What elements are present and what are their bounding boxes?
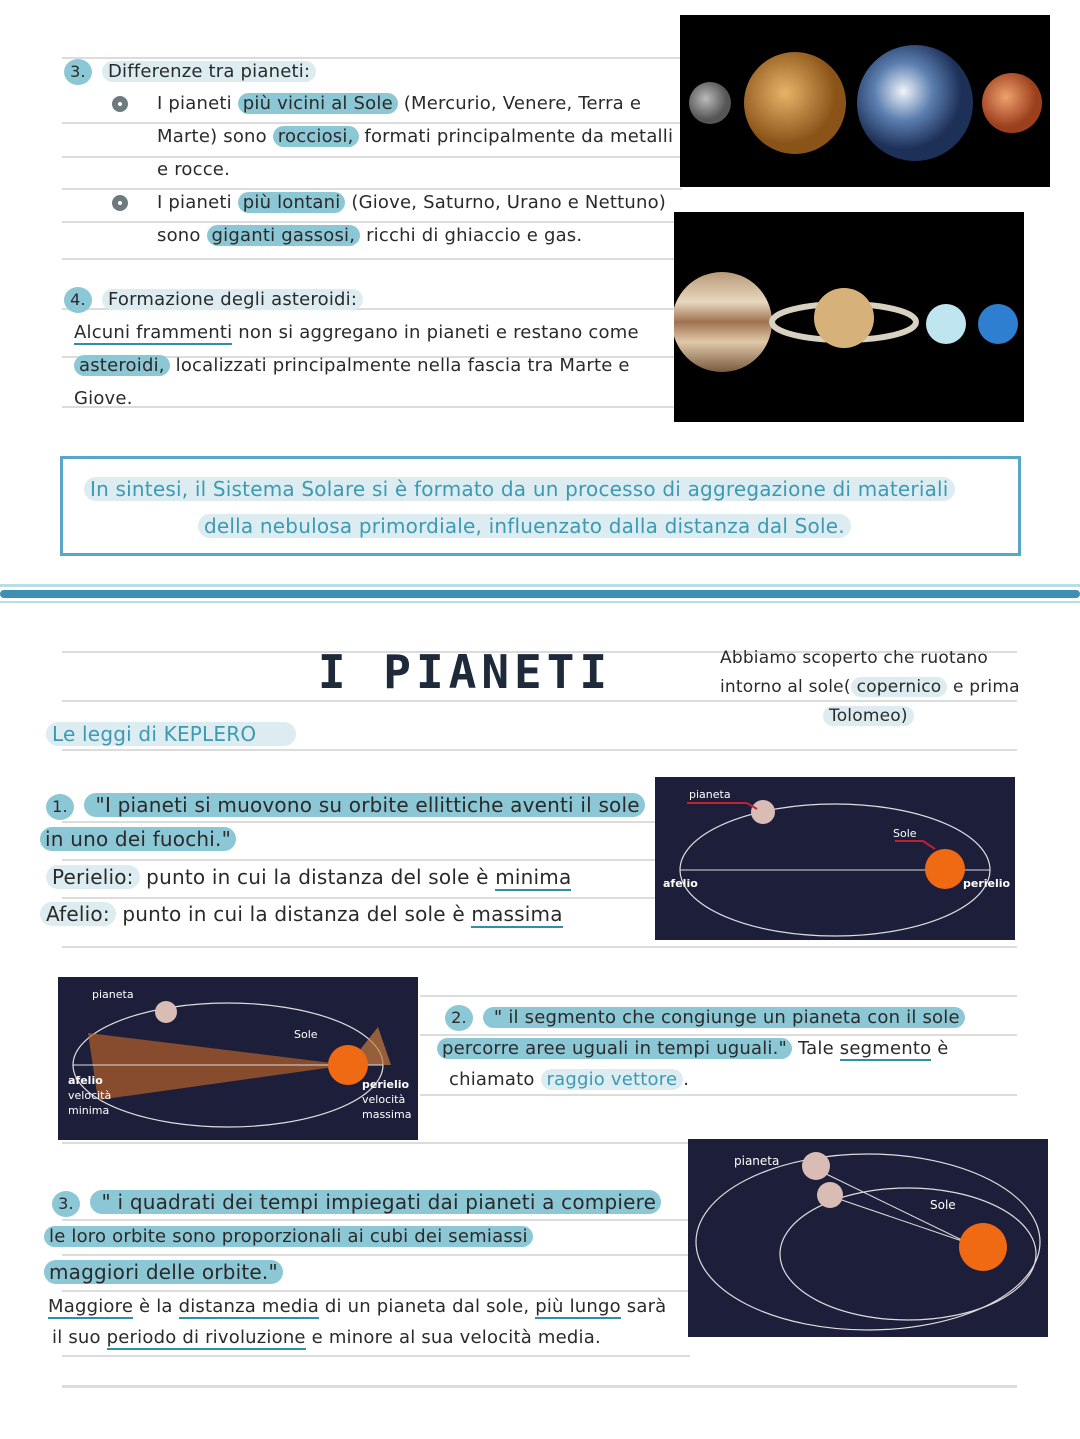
law-2-line bbox=[437, 1036, 949, 1062]
terrestrial-planets-image bbox=[680, 15, 1050, 187]
page-title: I PIANETI bbox=[317, 645, 613, 699]
text: e prima bbox=[947, 677, 1020, 697]
text: intorno al sole( bbox=[720, 677, 851, 697]
highlighted-text: più lontani bbox=[238, 192, 346, 213]
aphelion-label: afelio bbox=[68, 1074, 103, 1087]
highlighted-text: le loro orbite sono proporzionali ai cubi dei semiassi bbox=[44, 1226, 533, 1247]
orbit-diagram-image bbox=[655, 777, 1015, 940]
text: formati principalmente da metalli bbox=[358, 126, 674, 147]
text: punto in cui la distanza del sole è bbox=[115, 902, 472, 926]
neptune bbox=[978, 304, 1018, 344]
section-divider bbox=[0, 584, 1080, 587]
section-title: Formazione degli asteroidi: bbox=[102, 289, 363, 310]
side-note-line bbox=[823, 703, 914, 729]
highlighted-text: Perielio: bbox=[46, 865, 140, 889]
jupiter bbox=[674, 272, 772, 372]
mercury bbox=[689, 82, 731, 124]
aphelion-label: afelio bbox=[663, 877, 698, 890]
highlighted-text: periodo di rivoluzione bbox=[106, 1327, 306, 1348]
law-1-line bbox=[40, 901, 563, 927]
highlighted-text: Afelio: bbox=[40, 902, 116, 926]
summary-text: della nebulosa primordiale, influenzato dalla distanza dal Sole. bbox=[198, 514, 851, 538]
law-1-line bbox=[40, 826, 236, 852]
text: Marte) sono bbox=[157, 126, 273, 147]
text: . bbox=[683, 1069, 690, 1090]
highlighted-text: rocciosi, bbox=[273, 126, 359, 147]
planet-label: pianeta bbox=[734, 1154, 780, 1168]
summary-box bbox=[60, 456, 1021, 556]
text: ricchi di ghiaccio e gas. bbox=[360, 225, 583, 246]
section-number: 4. bbox=[64, 287, 92, 313]
highlighted-text: in uno dei fuochi." bbox=[40, 827, 236, 851]
text: (Mercurio, Venere, Terra e bbox=[397, 93, 642, 114]
law-3-line bbox=[44, 1224, 533, 1250]
law-2-line bbox=[449, 1067, 689, 1093]
text: localizzati principalmente nella fascia tra Marte e bbox=[169, 355, 630, 376]
highlighted-text: Maggiore bbox=[48, 1296, 134, 1317]
perihelion-label: perielio bbox=[362, 1078, 410, 1091]
summary-line bbox=[198, 513, 851, 539]
law-3-line bbox=[48, 1294, 666, 1320]
highlighted-text: "I pianeti si muovono su orbite ellittiche aventi il sole bbox=[84, 793, 645, 817]
side-note-line bbox=[720, 645, 988, 671]
text: (Giove, Saturno, Urano e Nettuno) bbox=[345, 192, 667, 213]
text: sarà bbox=[620, 1296, 667, 1317]
perihelion-speed-label: velocità bbox=[362, 1093, 406, 1106]
text-line bbox=[74, 320, 639, 346]
law-2-line bbox=[445, 1005, 965, 1031]
text-line bbox=[157, 190, 666, 216]
text: di un pianeta dal sole, bbox=[318, 1296, 536, 1317]
highlighted-text: percorre aree uguali in tempi uguali." bbox=[437, 1038, 792, 1059]
section-divider bbox=[0, 590, 1080, 598]
law-3-line bbox=[52, 1325, 601, 1351]
subtitle bbox=[46, 721, 296, 747]
highlighted-text: Alcuni frammenti bbox=[74, 322, 233, 343]
highlighted-text: giganti gassosi, bbox=[207, 225, 361, 246]
highlighted-text: raggio vettore bbox=[541, 1069, 684, 1090]
area-law-diagram-image bbox=[58, 977, 418, 1140]
text: sono bbox=[157, 225, 207, 246]
bullet-icon bbox=[112, 195, 128, 211]
aphelion-speed-label: minima bbox=[68, 1104, 110, 1117]
uranus bbox=[926, 304, 966, 344]
text: I pianeti bbox=[157, 93, 238, 114]
perihelion-speed-label: massima bbox=[362, 1108, 412, 1121]
text: Tale bbox=[792, 1038, 840, 1059]
text-line bbox=[157, 223, 582, 249]
text-line bbox=[157, 91, 641, 117]
highlighted-text: più vicini al Sole bbox=[238, 93, 398, 114]
planet-label: pianeta bbox=[689, 788, 731, 801]
side-note-line bbox=[720, 674, 1020, 700]
earth bbox=[857, 45, 973, 161]
highlighted-text: asteroidi, bbox=[74, 355, 170, 376]
text: e minore al sua velocità media. bbox=[305, 1327, 601, 1348]
section-number: 3. bbox=[64, 59, 92, 85]
section-4-heading bbox=[64, 287, 363, 313]
item-number: 2. bbox=[445, 1005, 473, 1031]
subtitle-text: Le leggi di KEPLERO bbox=[46, 722, 296, 746]
law-3-line bbox=[44, 1259, 283, 1285]
text: Giove. bbox=[74, 388, 133, 409]
law-1-line bbox=[46, 792, 645, 820]
highlighted-text: " i quadrati dei tempi impiegati dai pianeti a compiere bbox=[90, 1190, 661, 1214]
text: e rocce. bbox=[157, 159, 231, 180]
summary-line bbox=[84, 476, 955, 502]
highlighted-text: distanza media bbox=[178, 1296, 319, 1317]
text-line bbox=[74, 386, 133, 412]
gas-giants-image bbox=[674, 212, 1024, 422]
text: chiamato bbox=[449, 1069, 541, 1090]
highlighted-text: Tolomeo) bbox=[823, 706, 914, 726]
law-1-line bbox=[46, 864, 571, 890]
planet-label: pianeta bbox=[92, 988, 134, 1001]
section-3-heading bbox=[64, 59, 316, 85]
text: non si aggregano in pianeti e restano come bbox=[232, 322, 639, 343]
section-title: Differenze tra pianeti: bbox=[102, 61, 316, 82]
text: è la bbox=[133, 1296, 179, 1317]
text: il suo bbox=[52, 1327, 107, 1348]
highlighted-text: segmento bbox=[839, 1038, 932, 1059]
venus bbox=[744, 52, 846, 154]
bullet-icon bbox=[112, 96, 128, 112]
section-divider bbox=[0, 601, 1080, 603]
text-line bbox=[157, 124, 673, 150]
sun-label: Sole bbox=[893, 827, 917, 840]
text-line bbox=[157, 157, 230, 183]
sun-label: Sole bbox=[294, 1028, 318, 1041]
saturn bbox=[814, 288, 874, 348]
text: è bbox=[931, 1038, 949, 1059]
sun-label: Sole bbox=[930, 1198, 956, 1212]
text: I pianeti bbox=[157, 192, 238, 213]
item-number: 1. bbox=[46, 794, 74, 820]
text: Abbiamo scoperto che ruotano bbox=[720, 648, 989, 668]
mars bbox=[982, 73, 1042, 133]
law-3-line bbox=[52, 1189, 661, 1217]
text-line bbox=[74, 353, 630, 379]
highlighted-text: copernico bbox=[851, 677, 948, 697]
period-law-diagram-image bbox=[688, 1139, 1048, 1337]
highlighted-text: maggiori delle orbite." bbox=[44, 1260, 283, 1284]
aphelion-speed-label: velocità bbox=[68, 1089, 112, 1102]
highlighted-text: più lungo bbox=[535, 1296, 621, 1317]
highlighted-text: " il segmento che congiunge un pianeta con il sole bbox=[483, 1007, 965, 1028]
summary-text: In sintesi, il Sistema Solare si è formato da un processo di aggregazione di materiali bbox=[84, 477, 955, 501]
item-number: 3. bbox=[52, 1191, 80, 1217]
highlighted-text: massima bbox=[471, 902, 563, 926]
perihelion-label: perielio bbox=[963, 877, 1011, 890]
highlighted-text: minima bbox=[495, 865, 572, 889]
text: punto in cui la distanza del sole è bbox=[139, 865, 496, 889]
